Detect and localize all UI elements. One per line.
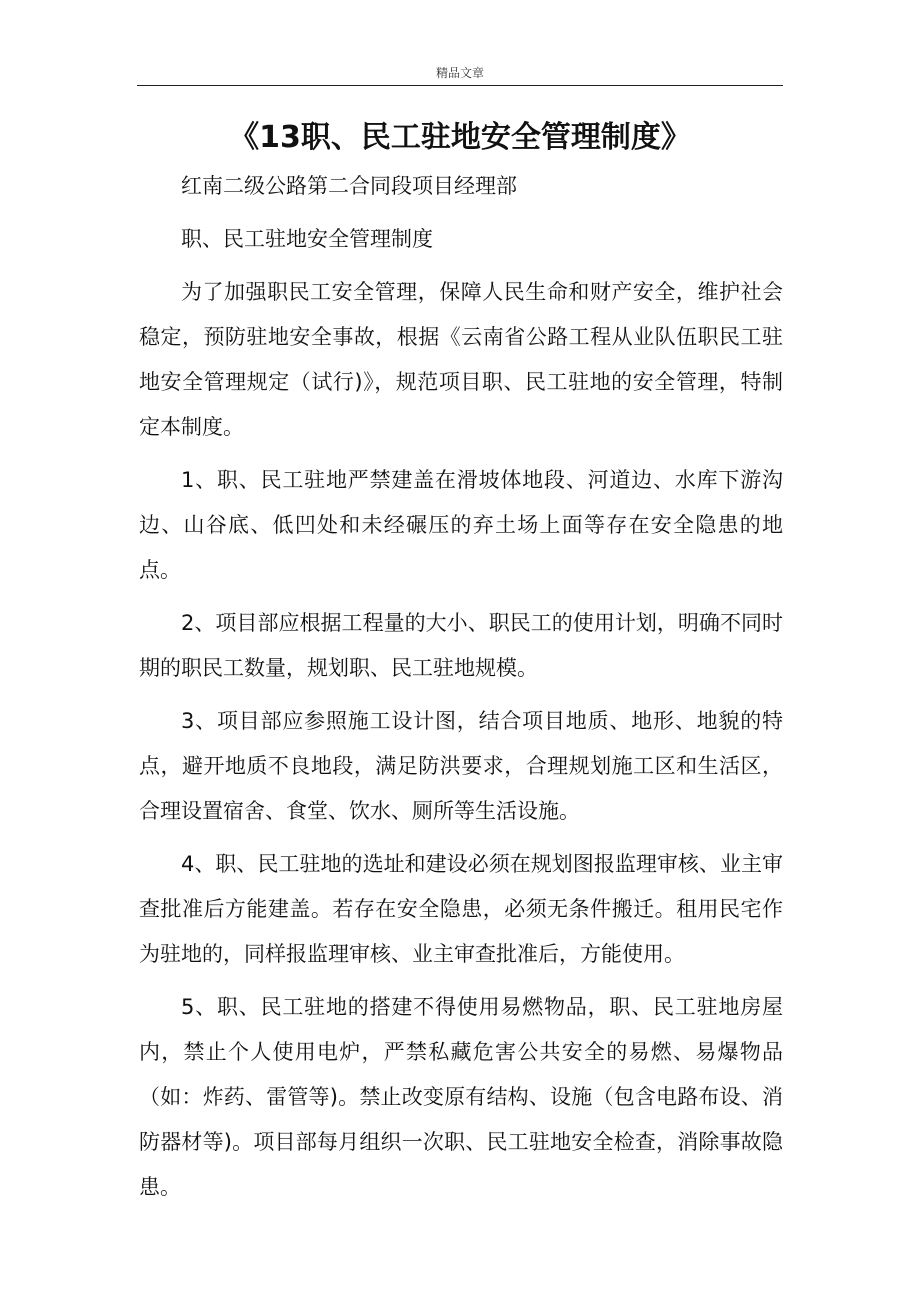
header-divider bbox=[137, 85, 783, 86]
document-title: 《13职、民工驻地安全管理制度》 bbox=[229, 120, 691, 155]
paragraph-item-1: 1、职、民工驻地严禁建盖在滑坡体地段、河道边、水库下游沟边、山谷底、低凹处和未经碾压的弃土场上面等存在安全隐患的地点。 bbox=[139, 468, 783, 582]
document-subtitle: 职、民工驻地安全管理制度 bbox=[181, 227, 433, 251]
paragraph-item-3: 3、项目部应参照施工设计图，结合项目地质、地形、地貌的特点，避开地质不良地段，满足防洪要求，合理规划施工区和生活区，合理设置宿舍、食堂、饮水、厕所等生活设施。 bbox=[139, 709, 783, 823]
paragraph-item-4: 4、职、民工驻地的选址和建设必须在规划图报监理审核、业主审查批准后方能建盖。若存在安全隐患，必须无条件搬迁。租用民宅作为驻地的，同样报监理审核、业主审查批准后，方能使用。 bbox=[139, 852, 783, 966]
paragraph-item-2: 2、项目部应根据工程量的大小、职民工的使用计划，明确不同时期的职民工数量，规划职、民工驻地规模。 bbox=[139, 611, 783, 680]
org-line: 红南二级公路第二合同段项目经理部 bbox=[181, 174, 517, 198]
document-body bbox=[139, 164, 783, 1210]
page-header-label: 精品文章 bbox=[435, 66, 484, 80]
paragraph-intro: 为了加强职民工安全管理，保障人民生命和财产安全，维护社会稳定，预防驻地安全事故，根据《云南省公路工程从业队伍职民工驻地安全管理规定（试行)》，规范项目职、民工驻地的安全管理，特制定本制度。 bbox=[139, 280, 783, 439]
paragraph-item-5: 5、职、民工驻地的搭建不得使用易燃物品，职、民工驻地房屋内，禁止个人使用电炉，严禁私藏危害公共安全的易燃、易爆物品（如：炸药、雷管等)。禁止改变原有结构、设施（包含电路布设、消防器材等)。项目部每月组织一次职、民工驻地安全检查，消除事故隐患。 bbox=[139, 995, 783, 1199]
